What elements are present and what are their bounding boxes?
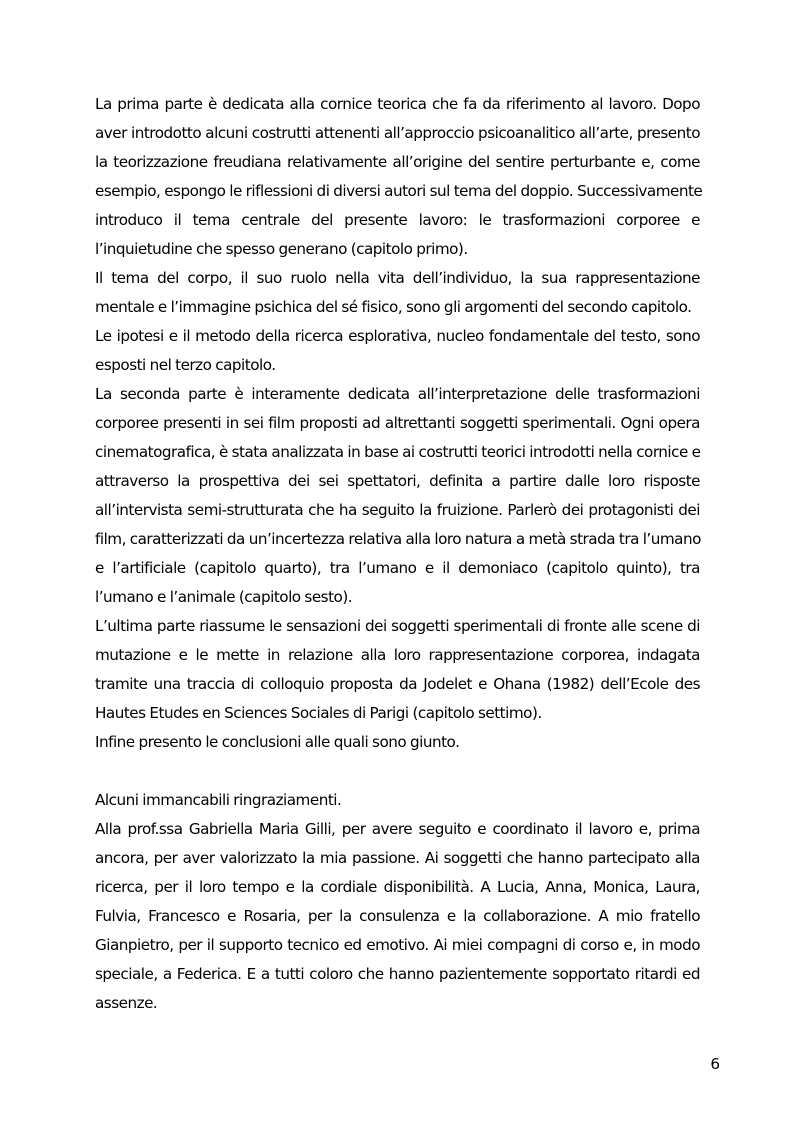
text-line: ancora, per aver valorizzato la mia passione. Ai soggetti che hanno partecipato alla [95,849,700,867]
text-line: film, caratterizzati da un’incertezza relativa alla loro natura a metà strada tra l’umano [95,530,701,548]
text-line: mutazione e le mette in relazione alla loro rappresentazione corporea, indagata [95,646,700,664]
text-line: l’inquietudine che spesso generano (capitolo primo). [95,240,468,258]
text-line: ricerca, per il loro tempo e la cordiale disponibilità. A Lucia, Anna, Monica, Laura, [95,878,700,896]
text-line: Alcuni immancabili ringraziamenti. [95,791,342,809]
text-line: La prima parte è dedicata alla cornice teorica che fa da riferimento al lavoro. Dopo [95,95,700,113]
text-line: esempio, espongo le riflessioni di diversi autori sul tema del doppio. Successivamente [95,182,703,200]
text-line: corporee presenti in sei film proposti ad altrettanti soggetti sperimentali. Ogni opera [95,414,700,432]
text-line: la teorizzazione freudiana relativamente all’origine del sentire perturbante e, come [95,153,700,171]
text-line: all’intervista semi-strutturata che ha seguito la fruizione. Parlerò dei protagonisti dei [95,501,700,519]
text-line: Le ipotesi e il metodo della ricerca esplorativa, nucleo fondamentale del testo, sono [95,327,700,345]
text-line: l’umano e l’animale (capitolo sesto). [95,588,353,606]
text-line: speciale, a Federica. E a tutti coloro che hanno pazientemente sopportato ritardi ed [95,965,700,983]
text-line: introduco il tema centrale del presente lavoro: le trasformazioni corporee e [95,211,700,229]
text-line: assenze. [95,994,158,1012]
text-line: La seconda parte è interamente dedicata all’interpretazione delle trasformazioni [95,385,700,403]
blank-line [95,757,700,786]
text-line: Infine presento le conclusioni alle quali sono giunto. [95,733,460,751]
text-line: Gianpietro, per il supporto tecnico ed emotivo. Ai miei compagni di corso e, in modo [95,936,700,954]
text-line: esposti nel terzo capitolo. [95,356,276,374]
text-line: Hautes Etudes en Sciences Sociales di Parigi (capitolo settimo). [95,704,542,722]
text-line: mentale e l’immagine psichica del sé fisico, sono gli argomenti del secondo capitolo. [95,298,692,316]
text-line: Il tema del corpo, il suo ruolo nella vita dell’individuo, la sua rappresentazione [95,269,700,287]
text-line: e l’artificiale (capitolo quarto), tra l’umano e il demoniaco (capitolo quinto), tra [95,559,700,577]
text-line: L’ultima parte riassume le sensazioni dei soggetti sperimentali di fronte alle scene di [95,617,700,635]
text-line: aver introdotto alcuni costrutti attenenti all’approccio psicoanalitico all’arte, presento [95,124,700,142]
text-line: Alla prof.ssa Gabriella Maria Gilli, per avere seguito e coordinato il lavoro e, prima [95,820,700,838]
text-line: attraverso la prospettiva dei sei spettatori, definita a partire dalle loro risposte [95,472,700,490]
body-text [95,90,703,1018]
text-line: tramite una traccia di colloquio proposta da Jodelet e Ohana (1982) dell’Ecole des [95,675,700,693]
page-number: 6 [710,1055,720,1073]
text-line: cinematografica, è stata analizzata in base ai costrutti teorici introdotti nella cornice e [95,443,701,461]
text-line: Fulvia, Francesco e Rosaria, per la consulenza e la collaborazione. A mio fratello [95,907,700,925]
